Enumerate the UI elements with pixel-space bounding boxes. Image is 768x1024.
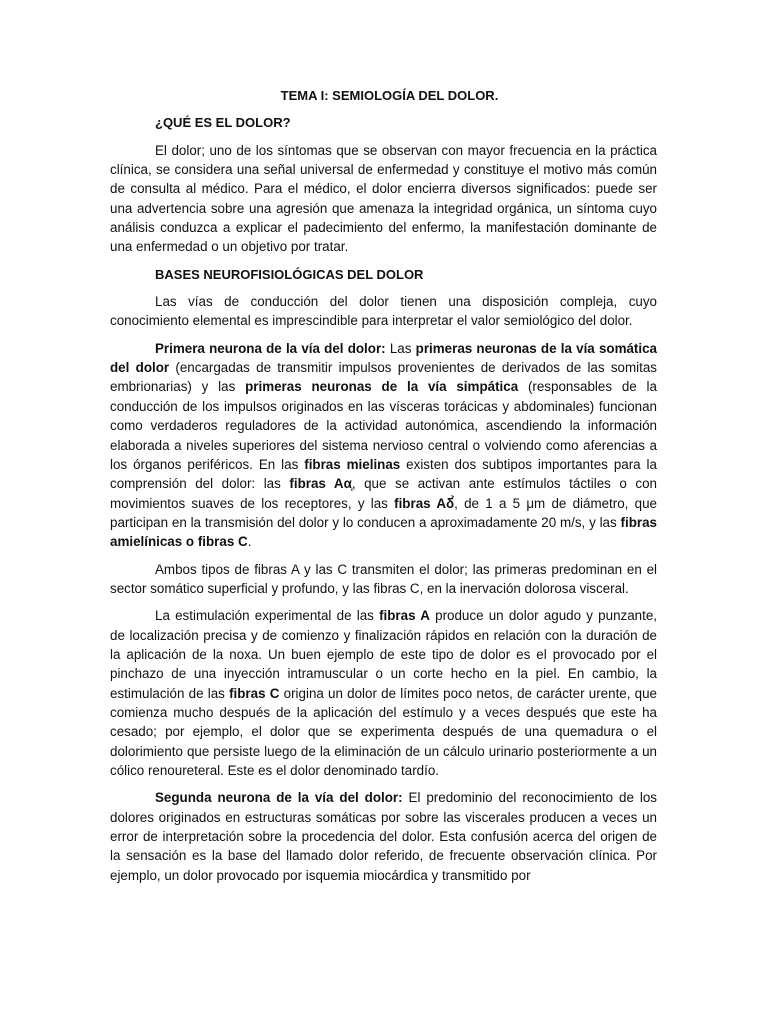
paragraph-second-neuron: [110, 788, 657, 885]
paragraph-first-neuron: [110, 339, 657, 552]
text-run: La estimulación experimental de las: [155, 608, 380, 624]
text-run: Las: [385, 340, 416, 356]
text-run: (responsables de la conducción de los impulsos originados en las vísceras torácicas y abdominales) funcionan como verdaderos reguladores de la actividad autonómica, ascendiendo la información elaborada a niveles superiores del sistema nervioso central o volviendo como aferencias a los órganos periféricos. En las: [110, 379, 657, 472]
somatic-pathway-term: primeras neuronas de la vía somática del dolor: [110, 340, 657, 376]
sympathetic-pathway-term: primeras neuronas de la vía simpática: [245, 379, 519, 395]
c-fibers-term: fibras amielínicas o fibras C: [110, 514, 657, 550]
a-delta-fibers-term: fibras Aδ̉: [394, 495, 455, 511]
a-alpha-fibers-term: fibras Aα̜: [289, 476, 352, 492]
document-title: TEMA I: SEMIOLOGÍA DEL DOLOR.: [280, 88, 499, 103]
text-run: existen dos subtipos importantes para la comprensión del dolor: las: [110, 456, 657, 492]
text-run: produce un dolor agudo y punzante, de localización precisa y de comienzo y finalización rápidos en relación con la duración de la aplicación de la noxa. Un buen ejemplo de este tipo de dolor es el provocado por el pinchazo de una inyección intramuscular o un corte hecho en la piel. En cambio, la estimulación de las: [110, 608, 658, 701]
second-neuron-label: Segunda neurona de la vía del dolor:: [155, 790, 403, 806]
paragraph-definition: El dolor; uno de los síntomas que se observan con mayor frecuencia en la práctica clínica, se considera una señal universal de enfermedad y constituye el motivo más común de consulta al médico. Para el médico, el dolor encierra diversos significados: puede ser una advertencia sobre una agresión que amenaza la integridad orgánica, un síntoma cuyo análisis conduzca a explicar el padecimiento del enfermo, la manifestación dominante de una enfermedad o un objetivo por tratar.: [110, 142, 657, 255]
paragraph-pathways: Las vías de conducción del dolor tienen una disposición compleja, cuyo conocimiento elemental es imprescindible para interpretar el valor semiológico del dolor.: [110, 294, 657, 329]
a-fibers-term: fibras A: [379, 608, 430, 624]
text-run: origina un dolor de límites poco netos, de carácter urente, que comienza mucho después de la aplicación del estímulo y a veces después que este ha cesado; por ejemplo, el dolor que se experimenta después de una quemadura o el dolorimiento que persiste luego de la eliminación de un cálculo urinario posteriormente a un cólico renoureteral. Este es el dolor denominado tardío.: [110, 685, 658, 778]
text-run: (encargadas de transmitir impulsos provenientes de derivados de las somitas embrionarias) y las: [110, 360, 657, 395]
text-run: , de 1 a 5 μm de diámetro, que participan en la transmisión del dolor y lo conducen a aproximadamente 20 m/s, y las: [110, 495, 657, 530]
text-run: , que se activan ante estímulos táctiles o con movimientos suaves de los receptores, y las: [110, 476, 658, 511]
text-run: .: [247, 534, 252, 550]
section-heading-what-is-pain: ¿QUÉ ES EL DOLOR?: [155, 115, 291, 131]
myelinated-fibers-term: fibras mielinas: [304, 456, 401, 472]
section-heading-neurophysiology: BASES NEUROFISIOLÓGICAS DEL DOLOR: [155, 266, 424, 282]
paragraph-stimulation: [110, 606, 657, 780]
text-run: El predominio del reconocimiento de los dolores originados en estructuras somáticas por sobre las viscerales producen a veces un error de interpretación sobre la procedencia del dolor. Esta confusión acerca del origen de la sensación es la base del llamado dolor referido, de frecuente observación clínica. Por ejemplo, un dolor provocado por isquemia miocárdica y transmitido por: [110, 790, 657, 883]
c-fibers-term: fibras C: [229, 685, 280, 701]
paragraph-fiber-types: Ambos tipos de fibras A y las C transmiten el dolor; las primeras predominan en el sector somático superficial y profundo, y las fibras C, en la inervación dolorosa visceral.: [110, 561, 657, 596]
first-neuron-label: Primera neurona de la vía del dolor:: [155, 340, 386, 356]
